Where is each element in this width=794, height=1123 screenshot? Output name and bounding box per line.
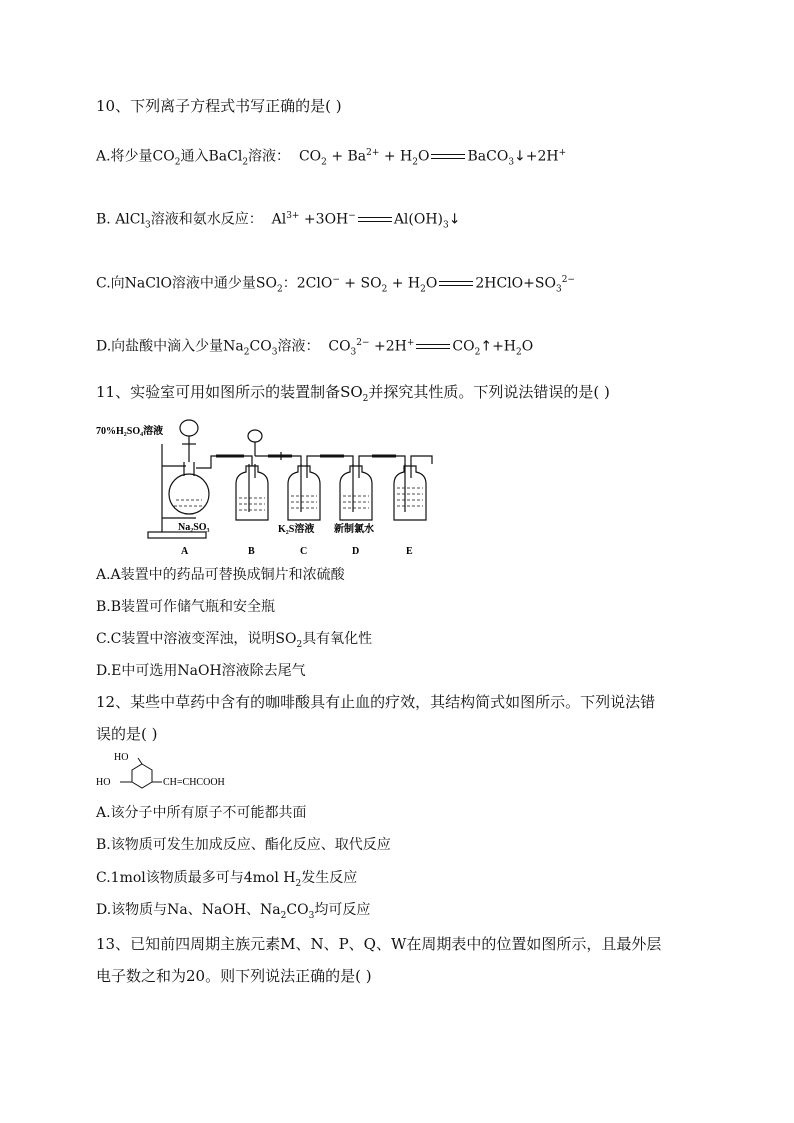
q10-option-c: C.向NaClO溶液中通少量$SO_2$：$2ClO^- + SO_2 + H_2O$ $2HClO+SO_3^{2-}$	[96, 275, 575, 295]
label-a: A	[181, 546, 189, 557]
apparatus-figure	[96, 416, 446, 562]
q12-option-c: C.1mol该物质最多可与4mol $H_2$发生反应	[96, 870, 358, 889]
ho-left-label: HO	[96, 777, 111, 788]
q12-option-d: D.该物质与Na、NaOH、$Na_2CO_3$均可反应	[96, 902, 371, 921]
q12-option-a: A.该分子中所有原子不可能都共面	[96, 805, 307, 821]
q11-option-c: C.C装置中溶液变浑浊，说明$SO_2$具有氧化性	[96, 631, 373, 650]
side-chain-label: CH=CHCOOH	[163, 777, 225, 788]
solid-label: Na₂SO₃	[178, 522, 210, 533]
ho-top-label: HO	[114, 752, 129, 763]
acid-label: 70%H₂SO₄溶液	[96, 426, 164, 437]
q11-option-d: D.E中可选用NaOH溶液除去尾气	[96, 663, 306, 679]
q11-option-a: A.A装置中的药品可替换成铜片和浓硫酸	[96, 567, 345, 583]
q10-option-b: B. AlCl$_3$溶液和氨水反应： $Al^{3+} +3OH^-$ $Al(OH)_3↓$	[96, 211, 461, 231]
q11-stem: 11、实验室可用如图所示的装置制备$SO_2$并探究其性质。下列说法错误的是( )	[96, 383, 610, 404]
label-b: B	[248, 546, 255, 557]
q13-stem-line2: 电子数之和为20。则下列说法正确的是( )	[96, 967, 372, 985]
q12-stem-line2: 误的是( )	[96, 725, 158, 743]
label-d: D	[352, 546, 360, 557]
q10-option-a: A.将少量$CO_2$通入BaCl$_2$溶液： $CO_2 + Ba^{2+} + H_2O$ BaCO$_3$↓+2H+	[96, 148, 567, 168]
caffeic-acid-structure	[96, 750, 246, 794]
label-c: C	[300, 546, 308, 557]
q12-stem-line1: 12、某些中草药中含有的咖啡酸具有止血的疗效，其结构简式如图所示。下列说法错	[96, 693, 656, 711]
q11-option-b: B.B装置可作储气瓶和安全瓶	[96, 599, 276, 615]
q10-option-d: D.向盐酸中滴入少量$Na_2CO_3$溶液： $CO_3^{2-} +2H^+$ $CO_2↑+H_2O$	[96, 338, 534, 358]
label-e: E	[406, 546, 413, 557]
q10-stem: 10、下列离子方程式书写正确的是( )	[96, 97, 342, 115]
q12-option-b: B.该物质可发生加成反应、酯化反应、取代反应	[96, 837, 391, 853]
d-liquid-label: 新制氯水	[334, 524, 374, 535]
q13-stem-line1: 13、已知前四周期主族元素M、N、P、Q、W在周期表中的位置如图所示，且最外层	[96, 935, 662, 953]
c-liquid-label: K₂S溶液	[278, 524, 315, 535]
